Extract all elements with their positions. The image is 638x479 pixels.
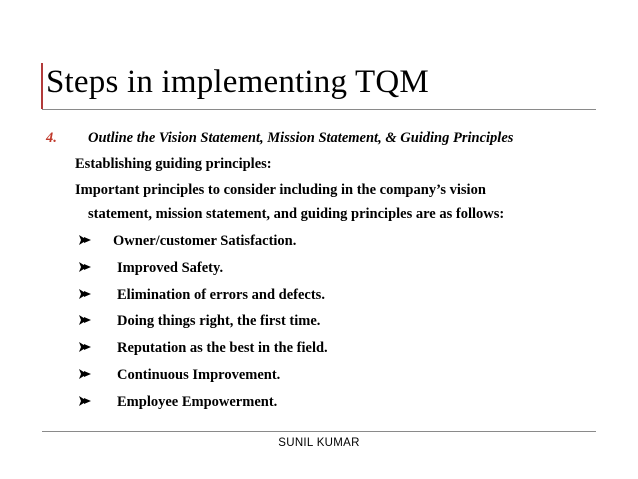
slide-title: Steps in implementing TQM <box>46 64 429 100</box>
principle-label: Owner/customer Satisfaction. <box>113 233 297 249</box>
step-number: 4. <box>46 130 57 146</box>
principle-item <box>78 393 278 411</box>
intro-line-2: statement, mission statement, and guiding principles are as follows: <box>88 206 505 222</box>
principle-item <box>78 286 325 304</box>
step-heading <box>46 130 513 147</box>
footer-author: SUNIL KUMAR <box>278 437 360 449</box>
principle-label: Improved Safety. <box>117 259 224 276</box>
principle-item <box>78 259 224 277</box>
principle-label: Continuous Improvement. <box>117 367 281 383</box>
principle-label: Doing things right, the first time. <box>117 313 321 330</box>
subheading: Establishing guiding principles: <box>75 156 272 172</box>
principle-item <box>78 313 321 330</box>
arrow-bullet-icon <box>78 288 94 300</box>
title-accent-bar <box>41 63 43 109</box>
arrow-bullet-icon <box>78 395 94 407</box>
title-divider <box>42 109 596 110</box>
principle-item <box>78 340 328 357</box>
principle-label: Employee Empowerment. <box>117 393 278 410</box>
arrow-bullet-icon <box>78 314 94 326</box>
principle-item <box>78 233 297 250</box>
principle-label: Elimination of errors and defects. <box>117 286 325 303</box>
arrow-bullet-icon <box>78 368 94 380</box>
step-text: Outline the Vision Statement, Mission Statement, & Guiding Principles <box>88 130 514 146</box>
principle-item <box>78 367 281 384</box>
principle-label: Reputation as the best in the field. <box>117 340 328 357</box>
arrow-bullet-icon <box>78 341 94 353</box>
intro-line-1: Important principles to consider including in the company’s vision <box>75 182 486 198</box>
arrow-bullet-icon <box>78 234 94 246</box>
footer-divider <box>42 431 596 432</box>
arrow-bullet-icon <box>78 261 94 273</box>
